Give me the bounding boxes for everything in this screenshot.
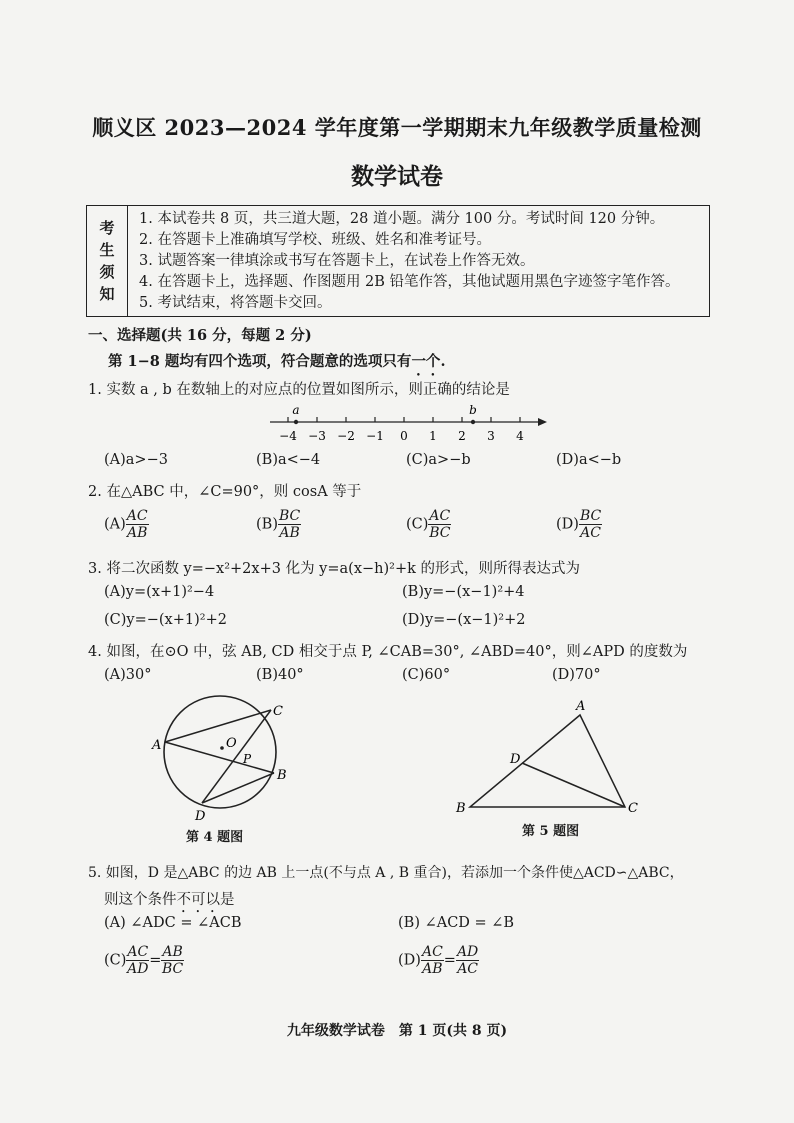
frac-num: AC: [421, 944, 443, 960]
frac-den: AB: [279, 525, 300, 541]
label-c: C: [628, 801, 638, 816]
frac-den: BC: [429, 525, 451, 541]
q3-option-d: (D)y=−(x−1)²+2: [402, 612, 526, 628]
point-a-dot: [294, 420, 298, 424]
notice-label-char: 知: [99, 285, 115, 303]
center-dot: [220, 746, 224, 750]
q5-option-d: [398, 944, 479, 977]
frac-den: AB: [422, 961, 443, 977]
q2-option-b: [256, 508, 301, 541]
notice-label-char: 考: [99, 219, 115, 237]
frac-den: BC: [161, 961, 184, 977]
exam-subtitle: 数学试卷: [351, 163, 443, 190]
number-line-tick-label: 2: [458, 429, 466, 443]
stem-emph: 不可以: [176, 892, 220, 908]
q2-option-c: [406, 508, 451, 541]
frac-num: AC: [127, 944, 149, 960]
chord-ab: [165, 742, 274, 773]
label-a: A: [576, 699, 586, 714]
q1-option-d: (D)a<−b: [556, 452, 622, 468]
number-line: [262, 402, 552, 446]
notice-item: 2. 在答题卡上准确填写学校、班级、姓名和准考证号。: [139, 232, 491, 248]
label-p: P: [243, 752, 252, 766]
notice-box: [86, 205, 710, 317]
number-line-tick-label: 4: [516, 429, 524, 443]
q5-stem-line1: 5. 如图，D 是△ABC 的边 AB 上一点(不与点 A , B 重合)，若添加一个条件使△ACD∽△ABC，: [88, 865, 684, 881]
notice-items: [139, 209, 680, 314]
equals-sign: =: [149, 952, 162, 969]
notice-item: 5. 考试结束，将答题卡交回。: [139, 295, 332, 311]
q5-stem-line2: [104, 888, 235, 916]
chord-ac: [165, 710, 271, 742]
number-line-tick-label: −3: [308, 429, 326, 443]
triangle-abc: [470, 715, 625, 807]
q2-option-d: [556, 508, 602, 541]
figure-5: [450, 698, 650, 823]
q1-option-b: (B)a<−4: [256, 452, 321, 468]
frac-den: AB: [127, 525, 148, 541]
q2-stem: 2. 在△ABC 中，∠C=90°，则 cosA 等于: [88, 484, 362, 500]
frac-den: AC: [457, 961, 479, 977]
frac-den: AC: [580, 525, 601, 541]
label-d: D: [510, 752, 521, 767]
instruction-suffix: .: [440, 353, 446, 370]
frac-num: AB: [162, 944, 183, 960]
number-line-tick-label: 0: [400, 429, 408, 443]
q3-stem: 3. 将二次函数 y=−x²+2x+3 化为 y=a(x−h)²+k 的形式，则所得表达式为: [88, 561, 581, 577]
section-instruction: [108, 350, 446, 379]
frac-num: AD: [456, 944, 479, 960]
number-line-tick-label: −1: [366, 429, 384, 443]
stem-prefix: 则这个条件: [104, 892, 177, 908]
instruction-prefix: 第 1−8 题均有四个选项，符合题意的选项只有: [108, 353, 412, 370]
q3-option-b: (B)y=−(x−1)²+4: [402, 584, 525, 600]
q2-option-a: [104, 508, 149, 541]
option-label: (D): [556, 516, 579, 533]
page-footer: 九年级数学试卷 第 1 页(共 8 页): [286, 1023, 508, 1039]
frac-num: AC: [126, 508, 148, 524]
exam-title: 顺义区 2023—2024 学年度第一学期期末九年级教学质量检测: [92, 115, 702, 140]
q5-option-b: (B) ∠ACD = ∠B: [398, 915, 515, 931]
label-d: D: [195, 809, 206, 824]
q5-option-c: [104, 944, 184, 977]
notice-label-char: 须: [99, 263, 115, 281]
option-label: (B): [256, 516, 278, 533]
q3-option-a: (A)y=(x+1)²−4: [104, 584, 215, 600]
option-label: (A): [104, 516, 126, 533]
frac-num: AC: [429, 508, 451, 524]
q4-option-a: (A)30°: [104, 667, 152, 683]
number-line-tick-label: −2: [337, 429, 355, 443]
segment-cd: [522, 763, 625, 807]
frac-num: BC: [579, 508, 602, 524]
point-b-label: b: [469, 403, 477, 417]
label-a: A: [152, 738, 162, 753]
q1-option-c: (C)a>−b: [406, 452, 471, 468]
option-label: (D): [398, 952, 421, 969]
notice-item: 1. 本试卷共 8 页，共三道大题，28 道小题。满分 100 分。考试时间 120 分钟。: [139, 211, 665, 227]
q4-option-d: (D)70°: [552, 667, 601, 683]
q1-option-a: (A)a>−3: [104, 452, 168, 468]
stem-suffix: 是: [220, 892, 235, 908]
notice-label-char: 生: [99, 241, 115, 259]
notice-item: 4. 在答题卡上，选择题、作图题用 2B 铅笔作答，其他试题用黑色字迹签字笔作答。: [139, 274, 680, 290]
option-label: (C): [104, 952, 127, 969]
q3-option-c: (C)y=−(x+1)²+2: [104, 612, 227, 628]
notice-item: 3. 试题答案一律填涂或书写在答题卡上，在试卷上作答无效。: [139, 253, 535, 269]
section-heading: 一、选择题(共 16 分，每题 2 分): [88, 327, 312, 344]
q4-stem: 4. 如图，在⊙O 中，弦 AB, CD 相交于点 P, ∠CAB=30°, ∠ABD=40°，则∠APD 的度数为: [88, 644, 688, 660]
frac-den: AD: [127, 961, 149, 977]
instruction-emph: 一个: [411, 353, 441, 370]
label-o: O: [226, 736, 237, 751]
figure-4-caption: 第 4 题图: [186, 830, 244, 845]
label-b: B: [277, 768, 287, 783]
number-line-tick-label: −4: [279, 429, 297, 443]
point-a-label: a: [292, 403, 300, 417]
frac-num: BC: [278, 508, 301, 524]
point-b-dot: [471, 420, 475, 424]
label-c: C: [273, 704, 283, 719]
option-label: (C): [406, 516, 429, 533]
q4-option-c: (C)60°: [402, 667, 451, 683]
notice-label: [87, 206, 128, 316]
label-b: B: [456, 801, 466, 816]
number-line-tick-label: 1: [429, 429, 437, 443]
q1-stem: 1. 实数 a , b 在数轴上的对应点的位置如图所示，则正确的结论是: [88, 382, 510, 398]
number-line-tick-label: 3: [487, 429, 495, 443]
figure-4: [140, 695, 300, 825]
q4-option-b: (B)40°: [256, 667, 304, 683]
figure-5-caption: 第 5 题图: [522, 824, 580, 839]
q5-option-a: (A) ∠ADC = ∠ACB: [104, 915, 242, 931]
equals-sign: =: [443, 952, 456, 969]
